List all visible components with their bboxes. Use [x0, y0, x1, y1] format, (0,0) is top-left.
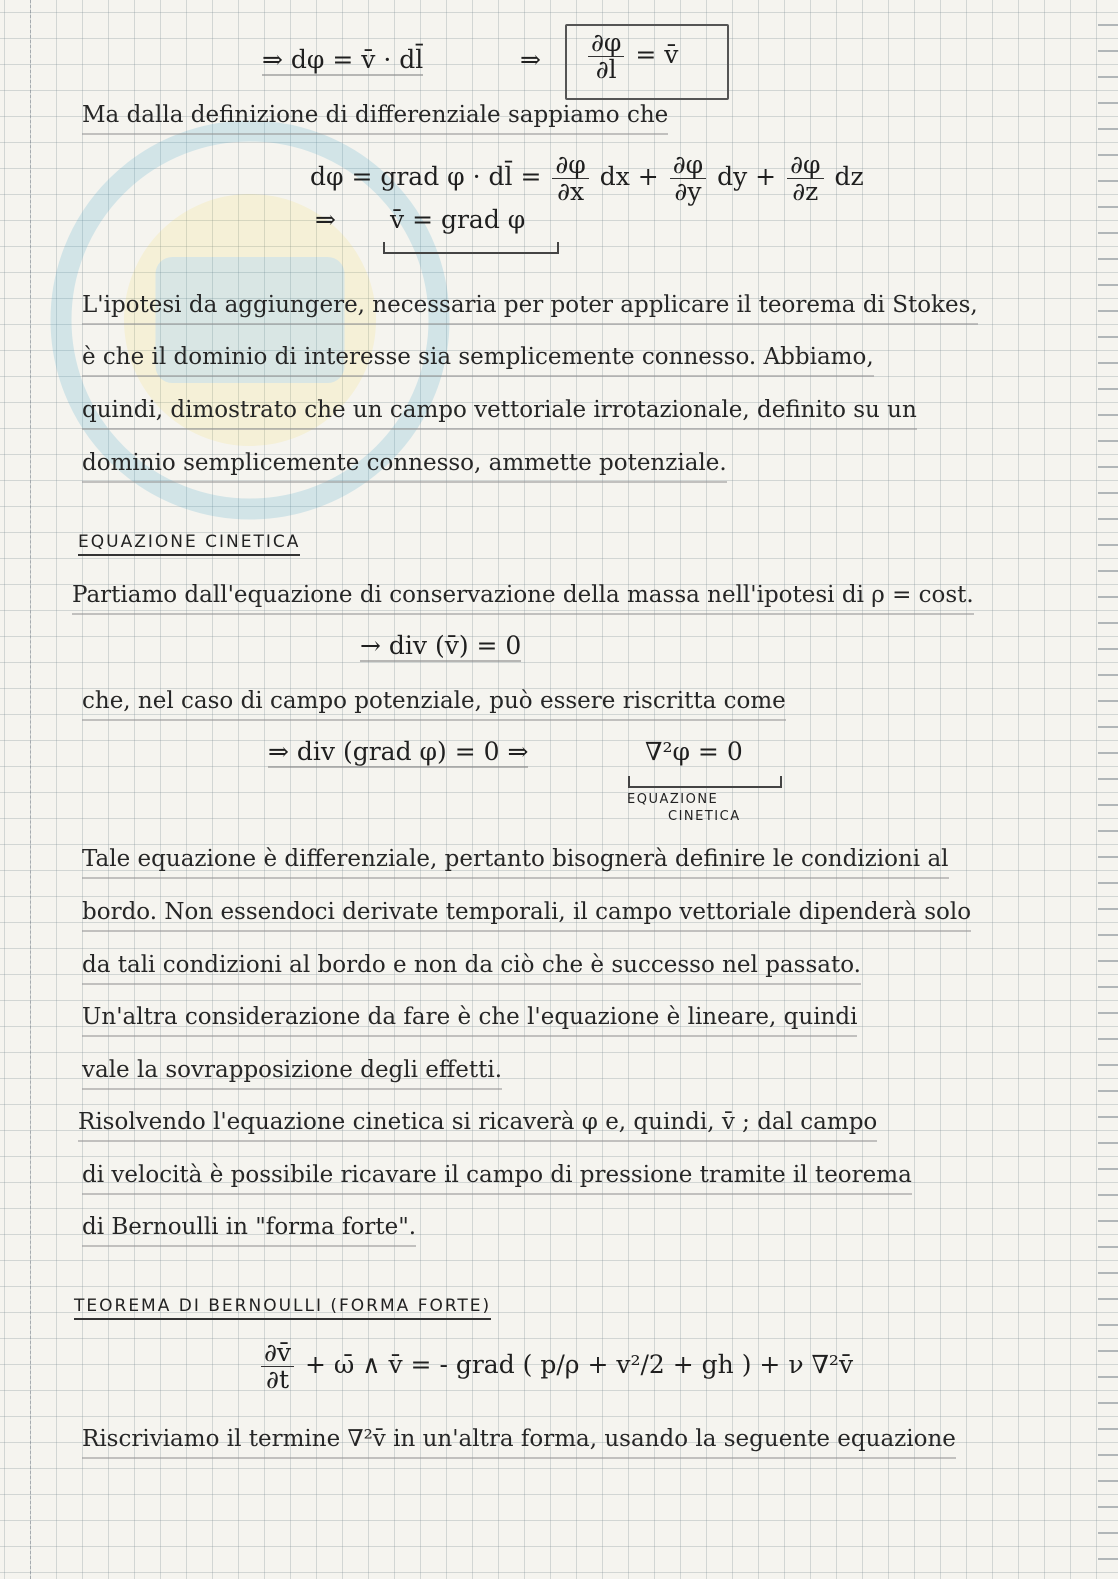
- equation-tail: + ν ∇²v̄: [759, 1350, 854, 1379]
- boxed-equation: [585, 30, 678, 83]
- fraction-numerator: ∂φ: [670, 152, 706, 179]
- equation-paren: ( p/ρ + v²/2 + gh ): [522, 1350, 752, 1379]
- text-line: bordo. Non essendoci derivate temporali, il campo vettoriale dipenderà solo: [82, 897, 971, 932]
- fraction-denominator: ∂l: [595, 55, 617, 84]
- text-line: Risolvendo l'equazione cinetica si ricaverà φ e, quindi, v̄ ; dal campo: [78, 1107, 877, 1142]
- result-bracket: [383, 242, 559, 254]
- text-line: che, nel caso di campo potenziale, può essere riscritta come: [82, 686, 786, 721]
- text-line: di Bernoulli in "forma forte".: [82, 1212, 416, 1247]
- margin-line: [30, 0, 31, 1579]
- text-line: di velocità è possibile ricavare il campo di pressione tramite il teorema: [82, 1160, 912, 1195]
- equation-middle: + ω̄ ∧ v̄ = - grad: [305, 1350, 515, 1379]
- text-line: quindi, dimostrato che un campo vettoriale irrotazionale, definito su un: [82, 395, 917, 430]
- fraction-numerator: ∂φ: [588, 30, 624, 57]
- equation-laplace-derivation-text: ⇒ div (grad φ) = 0 ⇒: [268, 737, 529, 766]
- text-line: dominio semplicemente connesso, ammette potenziale.: [82, 448, 727, 483]
- fraction-numerator: ∂v̄: [261, 1340, 294, 1367]
- text-line: L'ipotesi da aggiungere, necessaria per poter applicare il teorema di Stokes,: [82, 290, 978, 325]
- equation-differential: [310, 152, 864, 205]
- text-line: Un'altra considerazione da fare è che l'equazione è lineare, quindi: [82, 1002, 857, 1037]
- text-line: Tale equazione è differenziale, pertanto bisognerà definire le condizioni al: [82, 844, 949, 879]
- text-line: da tali condizioni al bordo e non da ciò che è successo nel passato.: [82, 950, 861, 985]
- text-line: vale la sovrapposizione degli effetti.: [82, 1055, 502, 1090]
- equation-dphi: [262, 44, 423, 76]
- fraction-x: [552, 152, 588, 205]
- text-line: è che il dominio di interesse sia semplicemente connesso. Abbiamo,: [82, 342, 874, 377]
- equation-bernoulli: [258, 1340, 853, 1393]
- text-line: Partiamo dall'equazione di conservazione della massa nell'ipotesi di ρ = cost.: [72, 580, 974, 615]
- fraction-denominator: ∂y: [674, 177, 702, 206]
- fraction-denominator: ∂x: [557, 177, 585, 206]
- boxed-rhs: = v̄: [635, 40, 679, 69]
- result-bracket: [628, 776, 782, 788]
- section-heading: EQUAZIONE CINETICA: [78, 532, 300, 556]
- equation-divergence: [360, 630, 521, 662]
- equation-dphi-text: ⇒ dφ = v̄ · dl̄: [262, 45, 424, 74]
- fraction-denominator: ∂z: [792, 177, 819, 206]
- term-dz: dz: [834, 162, 864, 191]
- equation-arrow: ⇒: [315, 205, 336, 234]
- fraction-numerator: ∂φ: [552, 152, 588, 179]
- equation-label: EQUAZIONE: [627, 792, 719, 807]
- text-line: Ma dalla definizione di differenziale sappiamo che: [82, 100, 668, 135]
- fraction-y: [670, 152, 706, 205]
- fraction-z: [787, 152, 823, 205]
- equation-arrow: ⇒: [520, 45, 541, 74]
- equation-v-grad: v̄ = grad φ: [390, 205, 526, 234]
- page-edge-ticks: [1098, 0, 1118, 1579]
- fraction-dphi-dl: [588, 30, 624, 83]
- equation-label: CINETICA: [668, 809, 741, 824]
- equation-divergence-text: → div (v̄) = 0: [360, 631, 522, 660]
- equation-lhs: dφ = grad φ · dl̄ =: [310, 162, 542, 191]
- fraction-numerator: ∂φ: [787, 152, 823, 179]
- section-heading: TEOREMA DI BERNOULLI (FORMA FORTE): [74, 1296, 491, 1320]
- term-dx: dx +: [599, 162, 659, 191]
- equation-laplace: ∇²φ = 0: [645, 737, 743, 766]
- equation-laplace-derivation: [268, 736, 528, 768]
- text-line: Riscriviamo il termine ∇²v̄ in un'altra forma, usando la seguente equazione: [82, 1424, 956, 1459]
- term-dy: dy +: [717, 162, 777, 191]
- fraction-denominator: ∂t: [266, 1365, 290, 1394]
- fraction-dv-dt: [261, 1340, 294, 1393]
